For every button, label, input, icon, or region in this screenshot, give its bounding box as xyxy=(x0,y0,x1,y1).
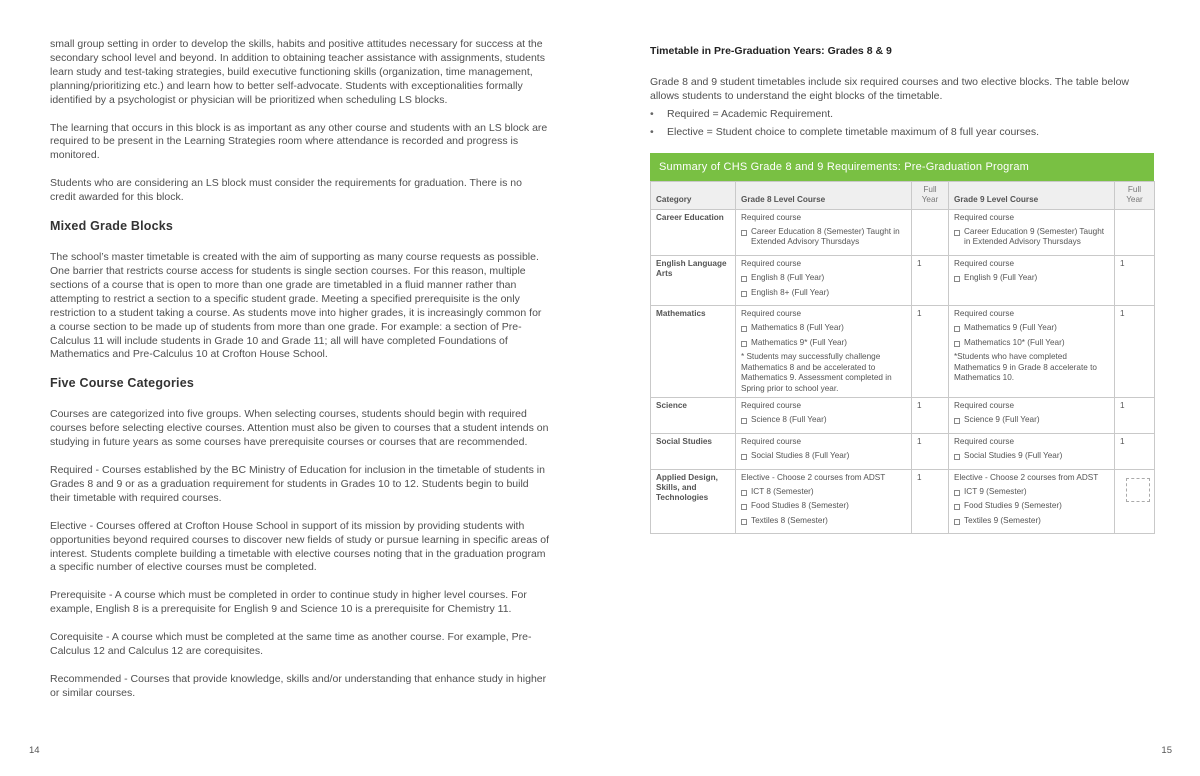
header-category: Category xyxy=(651,181,736,209)
g8-full-year-cell: 1 xyxy=(912,433,949,469)
g9-course-cell xyxy=(949,469,1115,534)
ls-paragraph-3: Students who are considering an LS block must consider the requirements for graduation. There is no credit awarded for this block. xyxy=(50,177,522,204)
requirements-grid xyxy=(650,181,1155,534)
g8-course-cell xyxy=(736,255,912,305)
g8-course-option: Science 8 (Full Year) xyxy=(741,415,906,425)
g8-course-label: Required course xyxy=(741,309,802,319)
categories-intro-paragraph: Courses are categorized into five groups. When selecting courses, students should begin with required courses before selecting elective courses. Attention must also be given to courses that a student intends on studying in future years as some courses have prerequisite courses or courses that are recommended. xyxy=(50,408,549,449)
g8-course-option: Textiles 8 (Semester) xyxy=(741,516,906,526)
g8-course-note: * Students may successfully challenge Mathematics 8 and be accelerated to Mathematics 9. Assessment completed in Spring prior to school year. xyxy=(741,352,892,393)
g9-course-option: ICT 9 (Semester) xyxy=(954,487,1109,497)
g9-full-year-cell: 1 xyxy=(1115,433,1155,469)
ls-paragraph-1: small group setting in order to develop the skills, habits and positive attitudes necessary for success at the secondary school level and beyond. In addition to obtaining teacher assistance with assignments, students learn study and test-taking strategies, build executive functioning skills (organization, time management, planning/prioritizing etc.) and learn how to better self-advocate. Students with exceptionalities formally identified by a psychologist or physician will be prioritized when scheduling LS blocks. xyxy=(50,38,545,106)
g9-full-year-cell xyxy=(1115,209,1155,255)
g8-course-label: Required course xyxy=(741,436,802,446)
g9-course-option: Social Studies 9 (Full Year) xyxy=(954,451,1109,461)
page-number-right: 15 xyxy=(1161,745,1172,756)
g8-course-option: English 8 (Full Year) xyxy=(741,273,906,283)
g8-course-option: Career Education 8 (Semester) Taught in Extended Advisory Thursdays xyxy=(741,227,906,248)
category-cell: English Language Arts xyxy=(651,255,736,305)
g8-course-option: English 8+ (Full Year) xyxy=(741,288,906,298)
g9-course-cell xyxy=(949,397,1115,433)
table-banner: Summary of CHS Grade 8 and 9 Requirements: Pre-Graduation Program xyxy=(650,153,1154,181)
g9-course-option: Mathematics 9 (Full Year) xyxy=(954,323,1109,333)
g8-full-year-cell: 1 xyxy=(912,255,949,305)
g9-course-cell xyxy=(949,209,1115,255)
header-full-year-8: Full Year xyxy=(912,181,949,209)
g9-full-year-cell xyxy=(1115,469,1155,534)
g9-course-label: Elective - Choose 2 courses from ADST xyxy=(954,472,1099,482)
elective-definition: Elective - Courses offered at Crofton House School in support of its mission by providing students with opportunities beyond required courses to discover new fields of study or pursue learning in specific areas of interest. Students complete building a timetable with elective courses noting that in the graduation program a specific number of elective courses must be completed. xyxy=(50,519,550,574)
category-cell: Applied Design, Skills, and Technologies xyxy=(651,469,736,534)
heading-mixed-grade-blocks: Mixed Grade Blocks xyxy=(50,219,174,234)
g8-full-year-cell xyxy=(912,209,949,255)
g8-course-option: Mathematics 8 (Full Year) xyxy=(741,323,906,333)
mixed-grade-paragraph: The school’s master timetable is created with the aim of supporting as many course requests as possible. One barrier that restricts course access for students is single section courses. For this reason, multiple sections of a course that is open to more than one grade are timetabled in a fluid manner rather than attempting to restrict a section to a specific student grade. Meeting a specified prerequisite is the only restriction to a student taking a course. As students move into higher grades, it is increasingly common for a course section to be made up of students from more than one grade. For example: a section of Pre-Calculus 11 will include students in Grade 10 and Grade 11; all will have completed Foundations of Mathematics and Pre-Calculus 10 at Crofton House School. xyxy=(50,251,542,361)
table-row xyxy=(651,433,1155,469)
category-cell: Career Education xyxy=(651,209,736,255)
g8-full-year-cell: 1 xyxy=(912,469,949,534)
g9-course-label: Required course xyxy=(954,309,1015,319)
g9-full-year-cell: 1 xyxy=(1115,306,1155,398)
required-definition: Required - Courses established by the BC Ministry of Education for inclusion in the timetable of students in Grades 8 and 9 or as a graduation requirement for students in Grades 10 to 12. Students begin to build their timetable with required courses. xyxy=(50,464,545,504)
bullet-elective: • Elective = Student choice to complete timetable maximum of 8 full year courses. xyxy=(650,126,1154,139)
corequisite-definition: Corequisite - A course which must be completed at the same time as another course. For example, Pre-Calculus 12 and Calculus 12 are corequisites. xyxy=(50,631,532,658)
g9-course-option: Science 9 (Full Year) xyxy=(954,415,1109,425)
g8-course-label: Required course xyxy=(741,258,802,268)
recommended-definition: Recommended - Courses that provide knowledge, skills and/or understanding that enhance study in higher or similar courses. xyxy=(50,673,547,699)
g9-course-option: Career Education 9 (Semester) Taught in Extended Advisory Thursdays xyxy=(954,227,1109,248)
g9-full-year-cell: 1 xyxy=(1115,397,1155,433)
g8-course-option: ICT 8 (Semester) xyxy=(741,487,906,497)
requirements-table xyxy=(650,153,1154,534)
table-header-row xyxy=(651,181,1155,209)
category-cell: Mathematics xyxy=(651,306,736,398)
header-grade9: Grade 9 Level Course xyxy=(949,181,1115,209)
table-row xyxy=(651,209,1155,255)
g8-course-cell xyxy=(736,433,912,469)
g9-course-label: Required course xyxy=(954,400,1015,410)
g9-course-cell xyxy=(949,306,1115,398)
g8-course-cell xyxy=(736,306,912,398)
g8-course-option: Social Studies 8 (Full Year) xyxy=(741,451,906,461)
timetable-intro: Grade 8 and 9 student timetables include six required courses and two elective blocks. The table below allows students to understand the eight blocks of the timetable. xyxy=(650,76,1129,102)
right-column xyxy=(650,45,1154,534)
header-grade8: Grade 8 Level Course xyxy=(736,181,912,209)
table-row xyxy=(651,397,1155,433)
bullet-required: • Required = Academic Requirement. xyxy=(650,108,1154,121)
category-cell: Social Studies xyxy=(651,433,736,469)
timetable-section-title: Timetable in Pre-Graduation Years: Grades 8 & 9 xyxy=(650,45,892,57)
table-row xyxy=(651,306,1155,398)
header-full-year-9: Full Year xyxy=(1115,181,1155,209)
g8-course-label: Required course xyxy=(741,400,802,410)
g8-course-option: Food Studies 8 (Semester) xyxy=(741,501,906,511)
table-row xyxy=(651,469,1155,534)
definition-bullets xyxy=(650,108,1154,139)
g8-course-label: Elective - Choose 2 courses from ADST xyxy=(741,472,886,482)
heading-five-course-categories: Five Course Categories xyxy=(50,376,195,391)
empty-placeholder-box xyxy=(1126,478,1150,502)
g8-full-year-cell: 1 xyxy=(912,306,949,398)
right-page xyxy=(600,0,1200,776)
category-cell: Science xyxy=(651,397,736,433)
g9-course-label: Required course xyxy=(954,258,1015,268)
g9-course-cell xyxy=(949,255,1115,305)
g9-course-option: Textiles 9 (Semester) xyxy=(954,516,1109,526)
g8-full-year-cell: 1 xyxy=(912,397,949,433)
g8-course-cell xyxy=(736,397,912,433)
g9-course-option: English 9 (Full Year) xyxy=(954,273,1109,283)
prerequisite-definition: Prerequisite - A course which must be completed in order to continue study in higher level courses. For example, English 8 is a prerequisite for English 9 and Science 10 is a prerequisite for Chemistry 11. xyxy=(50,589,527,616)
g8-course-cell xyxy=(736,469,912,534)
table-row xyxy=(651,255,1155,305)
g8-course-option: Mathematics 9* (Full Year) xyxy=(741,338,906,348)
g8-course-cell xyxy=(736,209,912,255)
g9-course-option: Food Studies 9 (Semester) xyxy=(954,501,1109,511)
g9-course-label: Required course xyxy=(954,212,1015,222)
left-column xyxy=(50,38,550,715)
g9-full-year-cell: 1 xyxy=(1115,255,1155,305)
g9-course-note: *Students who have completed Mathematics 9 in Grade 8 accelerate to Mathematics 10. xyxy=(954,352,1097,383)
g8-course-label: Required course xyxy=(741,212,802,222)
page-number-left: 14 xyxy=(29,745,40,756)
g9-course-label: Required course xyxy=(954,436,1015,446)
g9-course-cell xyxy=(949,433,1115,469)
ls-paragraph-2: The learning that occurs in this block is as important as any other course and students with an LS block are required to be present in the Learning Strategies room where attendance is recorded and progress is monitored. xyxy=(50,121,548,162)
g9-course-option: Mathematics 10* (Full Year) xyxy=(954,338,1109,348)
